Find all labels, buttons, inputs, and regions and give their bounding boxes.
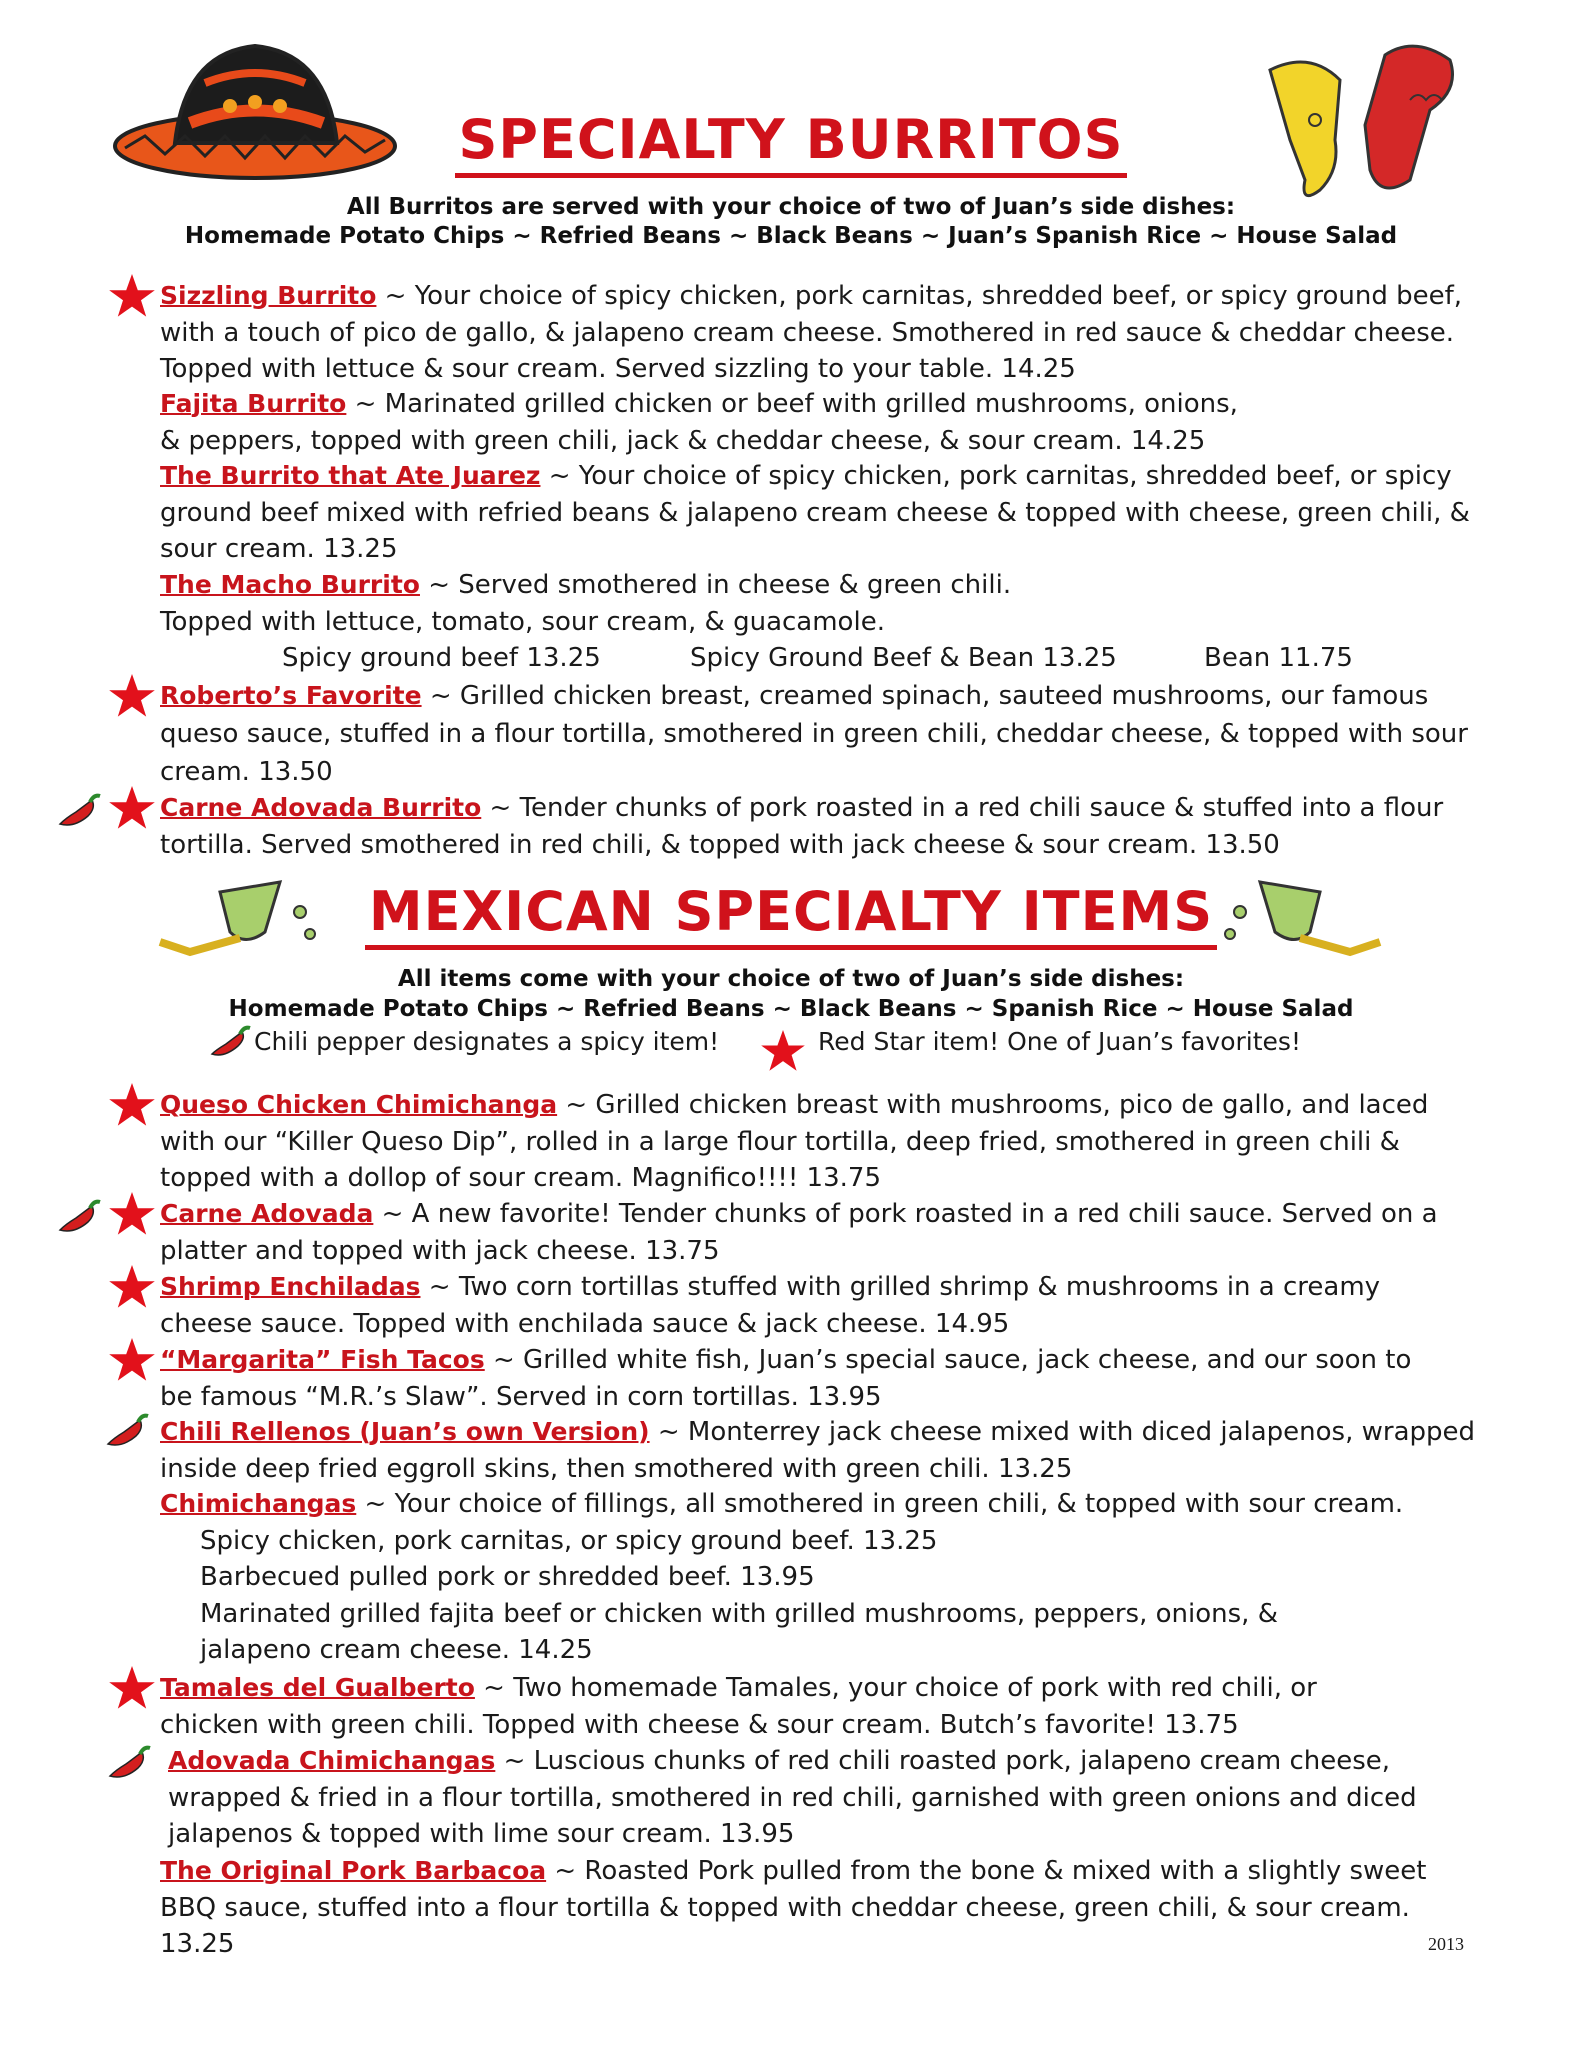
- item-description: ~ Monterrey jack cheese mixed with diced jalapenos, wrapped inside deep fried eggroll skins, then smothered with green chili. 13.25: [160, 1417, 1476, 1484]
- item-name: The Macho Burrito: [160, 570, 420, 599]
- item-name: Chili Rellenos (Juan’s own Version): [160, 1417, 650, 1446]
- star-icon: [108, 1338, 156, 1384]
- item-name: Tamales del Gualberto: [160, 1673, 475, 1702]
- item-description: ~ Grilled chicken breast with mushrooms, pico de gallo, and laced with our “Killer Queso Dip”, rolled in a large flour tortilla, deep fried, smothered in green chili & topped with a dollop of sour cream. Magnifico!!!! 13.75: [160, 1090, 1429, 1193]
- item-name: Carne Adovada Burrito: [160, 793, 482, 822]
- star-icon: [108, 1083, 156, 1129]
- menu-item-robertos-favorite: [160, 677, 1470, 791]
- menu-item-sizzling-burrito: [160, 278, 1470, 388]
- item-description: ~ Two corn tortillas stuffed with grilled shrimp & mushrooms in a creamy cheese sauce. Topped with enchilada sauce & jack cheese. 14.95: [160, 1272, 1381, 1339]
- macho-option-2: Spicy Ground Beef & Bean 13.25: [690, 643, 1117, 673]
- item-description: ~ Served smothered in cheese & green chili.: [419, 570, 1012, 600]
- item-name: Queso Chicken Chimichanga: [160, 1090, 558, 1119]
- item-description-line2: Topped with lettuce, tomato, sour cream, & guacamole.: [160, 606, 885, 637]
- item-description: ~ Your choice of spicy chicken, pork carnitas, shredded beef, or spicy ground beef mixed with refried beans & jalapeno cream cheese & topped with cheese, green chili, & sour cream. 13.25: [160, 461, 1470, 564]
- specialty-sides-intro: All items come with your choice of two of Juan’s side dishes:: [397, 966, 1185, 992]
- item-description: ~ Two homemade Tamales, your choice of pork with red chili, or chicken with green chili. Topped with cheese & sour cream. Butch’s favorite! 13.75: [160, 1673, 1317, 1740]
- star-icon: [108, 674, 156, 720]
- chimichanga-option-1: Spicy chicken, pork carnitas, or spicy ground beef. 13.25: [200, 1525, 938, 1556]
- item-name: The Burrito that Ate Juarez: [160, 461, 541, 490]
- menu-item-burrito-that-ate-juarez: [160, 458, 1470, 568]
- star-icon: [108, 274, 156, 320]
- star-icon: [760, 1030, 806, 1074]
- chili-pepper-icon: [104, 1410, 152, 1452]
- star-icon: [108, 1265, 156, 1311]
- item-name: Sizzling Burrito: [160, 281, 377, 310]
- item-name: Shrimp Enchiladas: [160, 1272, 421, 1301]
- item-description: ~ Your choice of fillings, all smothered in green chili, & topped with sour cream.: [356, 1489, 1404, 1519]
- chili-pepper-icon: [204, 1024, 252, 1064]
- macho-option-1: Spicy ground beef 13.25: [282, 643, 601, 673]
- item-name: Adovada Chimichangas: [168, 1746, 496, 1775]
- menu-item-adovada-chimichangas: [168, 1743, 1448, 1853]
- star-icon: [108, 786, 156, 832]
- burritos-title: SPECIALTY BURRITOS: [0, 108, 1582, 171]
- item-name: Fajita Burrito: [160, 389, 347, 418]
- burritos-sides-list: Homemade Potato Chips ~ Refried Beans ~ Black Beans ~ Juan’s Spanish Rice ~ House Salad: [184, 223, 1398, 249]
- item-name: Chimichangas: [160, 1489, 357, 1518]
- menu-item-carne-adovada-burrito: [160, 790, 1470, 863]
- item-name: “Margarita” Fish Tacos: [160, 1345, 485, 1374]
- chili-pepper-icon: [56, 1198, 104, 1238]
- macho-option-3: Bean 11.75: [1204, 643, 1353, 673]
- chimichanga-option-2: Barbecued pulled pork or shredded beef. 13.95: [200, 1562, 815, 1592]
- item-name: The Original Pork Barbacoa: [160, 1856, 547, 1885]
- chili-pepper-icon: [56, 792, 104, 832]
- chili-pepper-icon: [106, 1742, 154, 1784]
- menu-item-shrimp-enchiladas: [160, 1269, 1470, 1342]
- legend-chili-text: Chili pepper designates a spicy item!: [254, 1027, 720, 1056]
- item-description: ~ Tender chunks of pork roasted in a red chili sauce & stuffed into a flour tortilla. Served smothered in red chili, & topped with jack cheese & sour cream. 13.50: [160, 793, 1444, 860]
- burritos-sides-intro: All Burritos are served with your choice of two of Juan’s side dishes:: [346, 194, 1236, 220]
- item-description: ~ Grilled chicken breast, creamed spinach, sauteed mushrooms, our famous queso sauce, stuffed in a flour tortilla, smothered in green chili, cheddar cheese, & topped with sour cream. 13.50: [160, 681, 1468, 787]
- menu-item-carne-adovada: [160, 1196, 1470, 1269]
- menu-item-margarita-fish-tacos: [160, 1342, 1420, 1415]
- item-description: ~ Your choice of spicy chicken, pork carnitas, shredded beef, or spicy ground beef, with a touch of pico de gallo, & jalapeno cream cheese. Smothered in red sauce & cheddar cheese. Topped with lettuce & sour cream. Served sizzling to your table. 14.25: [160, 281, 1463, 384]
- menu-item-fajita-burrito: [160, 386, 1260, 459]
- menu-item-queso-chicken-chimichanga: [160, 1087, 1470, 1197]
- menu-item-chili-rellenos: [160, 1414, 1480, 1487]
- specialty-title: MEXICAN SPECIALTY ITEMS: [0, 880, 1582, 943]
- item-description: ~ A new favorite! Tender chunks of pork roasted in a red chili sauce. Served on a platter and topped with jack cheese. 13.75: [160, 1199, 1438, 1266]
- menu-item-chimichangas: [160, 1486, 1470, 1669]
- item-description: ~ Roasted Pork pulled from the bone & mixed with a slightly sweet BBQ sauce, stuffed into a flour tortilla & topped with cheddar cheese, green chili, & sour cream. 13.25: [160, 1856, 1427, 1959]
- item-name: Carne Adovada: [160, 1199, 374, 1228]
- legend-star-text: Red Star item! One of Juan’s favorites!: [818, 1027, 1301, 1056]
- item-description: ~ Marinated grilled chicken or beef with grilled mushrooms, onions, & peppers, topped with green chili, jack & cheddar cheese, & sour cream. 14.25: [160, 389, 1238, 456]
- menu-item-original-pork-barbacoa: [160, 1853, 1470, 1963]
- item-description: ~ Grilled white fish, Juan’s special sauce, jack cheese, and our soon to be famous “M.R.’s Slaw”. Served in corn tortillas. 13.95: [160, 1345, 1412, 1412]
- menu-year: 2013: [1428, 1934, 1464, 1954]
- specialty-sides-list: Homemade Potato Chips ~ Refried Beans ~ Black Beans ~ Spanish Rice ~ House Salad: [228, 996, 1354, 1022]
- menu-item-macho-burrito: [160, 567, 1470, 640]
- item-name: Roberto’s Favorite: [160, 681, 422, 710]
- menu-item-tamales-del-gualberto: [160, 1670, 1340, 1743]
- chimichanga-option-3: Marinated grilled fajita beef or chicken with grilled mushrooms, peppers, onions, & jalapeno cream cheese. 14.25: [200, 1598, 1278, 1665]
- star-icon: [108, 1666, 156, 1712]
- star-icon: [108, 1192, 156, 1238]
- item-description: ~ Luscious chunks of red chili roasted pork, jalapeno cream cheese, wrapped & fried in a flour tortilla, smothered in red chili, garnished with green onions and diced jalapenos & topped with lime sour cream. 13.95: [168, 1746, 1417, 1849]
